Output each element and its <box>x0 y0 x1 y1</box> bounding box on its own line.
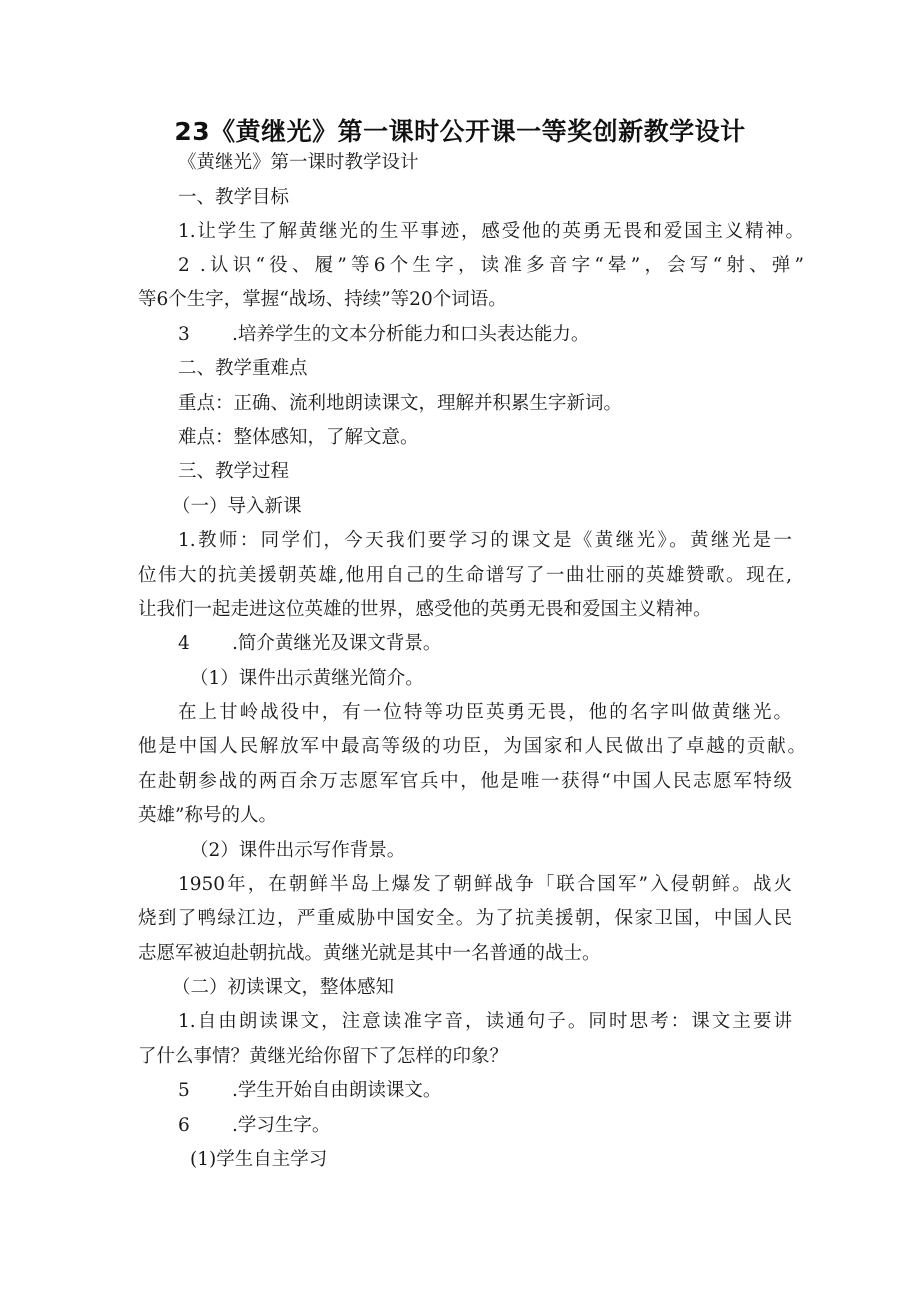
item-4-text: .简介黄继光及课文背景。 <box>232 633 442 654</box>
background-paragraph-line-2: 烧到了鸭绿江边，严重威胁中国安全。为了抗美援朝，保家卫国，中国人民 <box>138 908 792 929</box>
section-heading-key-points: 二、教学重难点 <box>178 358 308 379</box>
goal-1: 1.让学生了解黄继光的生平事迹，感受他的英勇无畏和爱国主义精神。 <box>178 221 804 242</box>
intro-paragraph-line-1: 1.教师：同学们，今天我们要学习的课文是《黄继光》。黄继光是一 <box>178 530 792 551</box>
bio-paragraph-line-3: 在赴朝参战的两百余万志愿军官兵中，他是唯一获得“中国人民志愿军特级 <box>138 771 792 792</box>
goal-2-line-1: 2 .认识“役、履”等6个生字，读准多音字“晕”，会写“射、弹” <box>178 255 804 276</box>
item-5-text: .学生开始自由朗读课文。 <box>232 1080 442 1101</box>
part-1-heading: （一）导入新课 <box>172 496 302 517</box>
document-subtitle: 《黄继光》第一课时教学设计 <box>178 152 419 173</box>
intro-paragraph-line-3: 让我们一起走进这位英雄的世界，感受他的英勇无畏和爱国主义精神。 <box>138 599 712 620</box>
document-title: 23《黄继光》第一课时公开课一等奖创新教学设计 <box>174 117 746 146</box>
sub-item-3: (1)学生自主学习 <box>190 1149 328 1170</box>
reading-paragraph-line-1: 1.自由朗读课文，注意读准字音，读通句子。同时思考：课文主要讲 <box>178 1011 792 1032</box>
bio-paragraph-line-1: 在上甘岭战役中，有一位特等功臣英勇无畏，他的名字叫做黄继光。 <box>178 702 792 723</box>
reading-paragraph-line-2: 了什么事情？黄继光给你留下了怎样的印象？ <box>138 1046 509 1067</box>
section-heading-goals: 一、教学目标 <box>178 187 290 208</box>
goal-3-number: 3 <box>178 324 190 345</box>
item-6-text: .学习生字。 <box>232 1115 331 1136</box>
sub-item-1: （1）课件出示黄继光简介。 <box>190 668 424 689</box>
background-paragraph-line-1: 1950年，在朝鲜半岛上爆发了朝鲜战争「联合国军”入侵朝鲜。战火 <box>178 874 792 895</box>
intro-paragraph-line-2: 位伟大的抗美援朝英雄,他用自己的生命谱写了一曲壮丽的英雄赞歌。现在, <box>138 565 792 586</box>
bio-paragraph-line-2: 他是中国人民解放军中最高等级的功臣，为国家和人民做出了卓越的贡献。 <box>138 736 806 757</box>
sub-item-2: （2）课件出示写作背景。 <box>190 840 406 861</box>
item-6-number: 6 <box>178 1115 190 1136</box>
key-point: 重点：正确、流利地朗读课文，理解并积累生字新词。 <box>178 393 623 414</box>
item-4-number: 4 <box>178 633 190 654</box>
part-2-heading: （二）初读课文，整体感知 <box>172 977 395 998</box>
difficult-point: 难点：整体感知，了解文意。 <box>178 427 419 448</box>
goal-3-text: .培养学生的文本分析能力和口头表达能力。 <box>232 324 590 345</box>
section-heading-process: 三、教学过程 <box>178 461 290 482</box>
item-5-number: 5 <box>178 1080 190 1101</box>
background-paragraph-line-3: 志愿军被迫赴朝抗战。黄继光就是其中一名普通的战士。 <box>138 943 601 964</box>
bio-paragraph-line-4: 英雄”称号的人。 <box>138 805 277 826</box>
goal-2-line-2: 等6个生字，掌握“战场、持续”等20个词语。 <box>138 289 507 310</box>
